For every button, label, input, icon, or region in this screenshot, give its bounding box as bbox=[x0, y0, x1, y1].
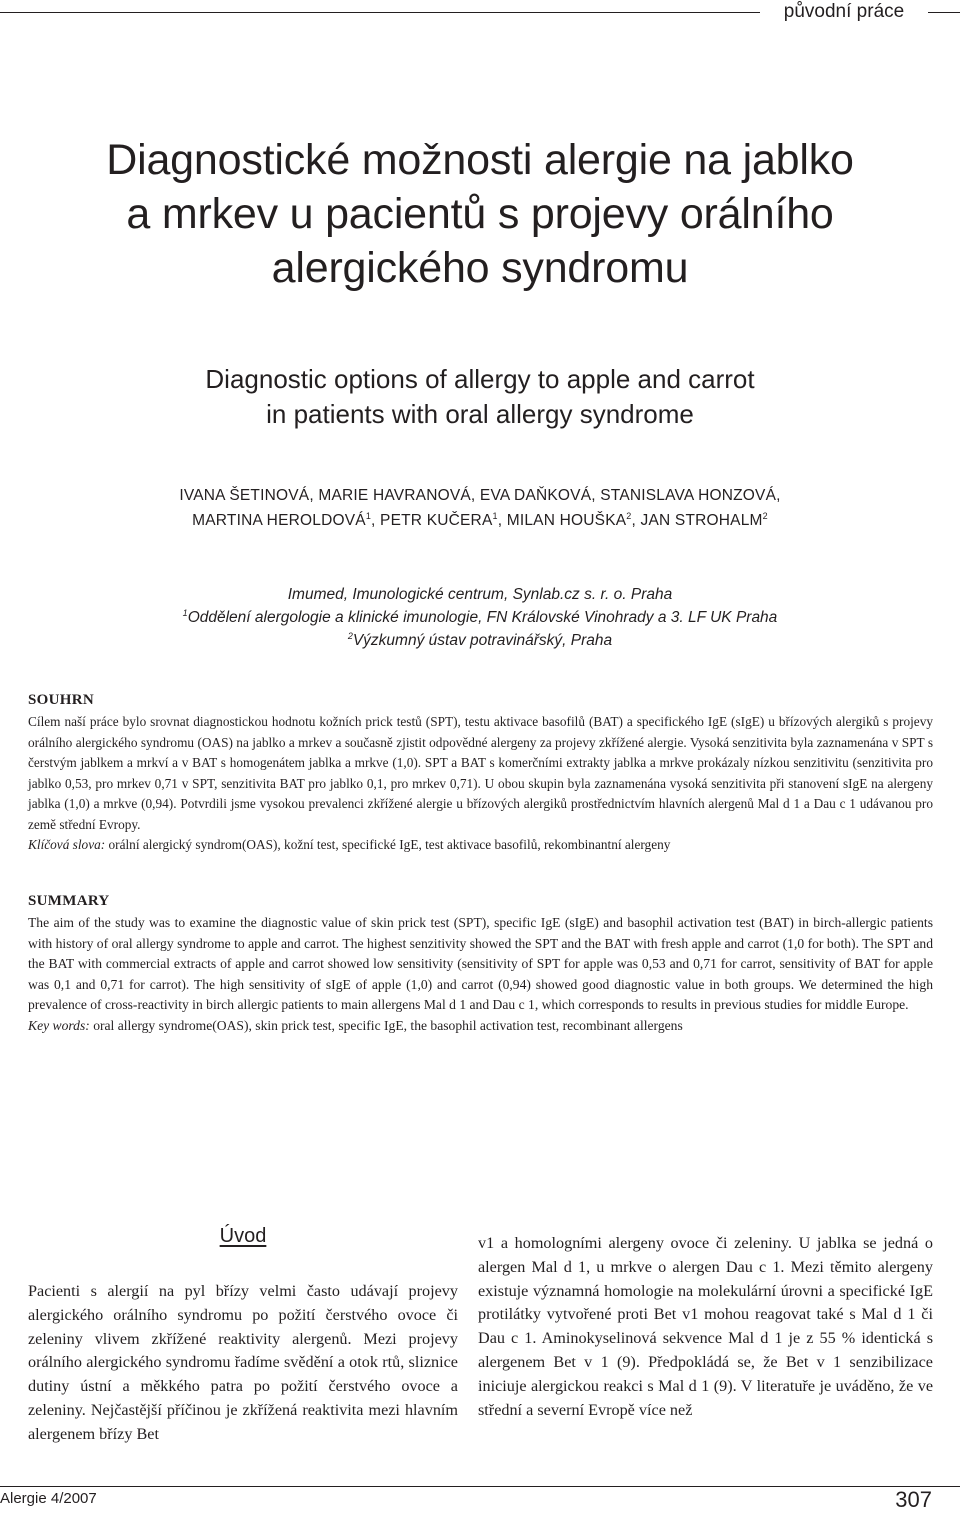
author-list bbox=[20, 483, 940, 533]
affiliation-1 bbox=[20, 606, 940, 629]
article-title-english bbox=[20, 362, 940, 432]
affiliation-mark: 2 bbox=[347, 630, 353, 641]
header-rule-left bbox=[0, 12, 760, 13]
author-name: MARTINA HEROLDOVÁ bbox=[192, 512, 366, 529]
author-separator: , bbox=[371, 512, 381, 529]
abstract-heading: SOUHRN bbox=[28, 692, 94, 708]
author-affiliation-mark: 1 bbox=[365, 510, 372, 521]
affiliation-mark: 1 bbox=[182, 607, 188, 618]
header-rule-right bbox=[928, 12, 960, 13]
body-column-right bbox=[478, 1232, 933, 1422]
footer-rule bbox=[0, 1486, 960, 1487]
page-number: 307 bbox=[895, 1487, 932, 1512]
section-tag: původní práce bbox=[764, 0, 924, 24]
author-name: MILAN HOUŠKA bbox=[506, 512, 627, 529]
author-affiliation-mark: 1 bbox=[492, 510, 498, 521]
author-name: JAN STROHALM bbox=[640, 512, 763, 529]
author-line: IVANA ŠETINOVÁ, MARIE HAVRANOVÁ, EVA DAŇKOVÁ, STANISLAVA HONZOVÁ, bbox=[179, 487, 781, 504]
article-title-czech bbox=[20, 133, 940, 295]
affiliation-text: Oddělení alergologie a klinické imunologie, FN Královské Vinohrady a 3. LF UK Praha bbox=[187, 609, 778, 626]
keywords-text: oral allergy syndrome(OAS), skin prick test, specific IgE, the basophil activation test, recombinant allergens bbox=[89, 1017, 683, 1033]
keywords-line bbox=[28, 1016, 933, 1037]
affiliation-2 bbox=[20, 629, 940, 652]
body-column-left bbox=[28, 1280, 458, 1447]
journal-issue: Alergie 4/2007 bbox=[0, 1490, 97, 1507]
keywords-label: Key words: bbox=[28, 1017, 90, 1033]
author-line bbox=[20, 508, 940, 533]
title-line: Diagnostic options of allergy to apple and carrot bbox=[205, 364, 755, 394]
keywords-label: Klíčová slova: bbox=[28, 837, 106, 852]
affiliation-text: Výzkumný ústav potravinářský, Praha bbox=[352, 632, 613, 649]
author-affiliation-mark: 2 bbox=[762, 510, 768, 521]
author-affiliation-mark: 2 bbox=[626, 510, 632, 521]
section-heading-introduction bbox=[28, 1222, 458, 1250]
abstract-text: The aim of the study was to examine the diagnostic value of skin prick test (SPT), specific IgE (sIgE) and basophil activation test (BAT) in birch-allergic patients with history of oral allergy syndrome to apple and carrot. The highest senzitivity showed the SPT and the BAT with fresh apple and carrot (1,0 for both). The SPT and the BAT with commercial extracts of apple and carrot showed low sensitivity (sensitivity of SPT for apple was 0,53 and 0,71 for carrot, sensitivity of BAT for apple was 0,1 and 0,71 for carrot). The high sensitivity of sIgE of apple (1,0) and carrot (0,94) showed good diagnostic value in both groups. We determined the high prevalence of cross-reactivity in birch allergic patients to main allergens Mal d 1 and Dau c 1, which corresponds to results in previous studies for middle Europe. bbox=[28, 915, 933, 1012]
body-paragraph: Pacienti s alergií na pyl břízy velmi často udávají projevy alergického orálního syndromu po požití čerstvého ovoce či zeleniny vlivem zkřížené reaktivity alergenů. Mezi projevy orálního alergického syndromu řadíme svědění a otok rtů, sliznice dutiny ústní a měkkého patra po požití čerstvého ovoce a zeleniny. Nejčastější příčinou je zkřížená reaktivita mezi hlavním alergenem břízy Bet bbox=[28, 1282, 458, 1443]
title-line: Diagnostické možnosti alergie na jablko bbox=[106, 136, 854, 184]
author-separator: , bbox=[497, 512, 507, 529]
abstract-english bbox=[28, 890, 933, 1036]
abstract-czech bbox=[28, 689, 933, 856]
author-separator: , bbox=[631, 512, 641, 529]
title-line: in patients with oral allergy syndrome bbox=[266, 399, 694, 429]
affiliation-main: Imumed, Imunologické centrum, Synlab.cz s. r. o. Praha bbox=[287, 586, 673, 603]
abstract-heading: SUMMARY bbox=[28, 893, 110, 909]
title-line: alergického syndromu bbox=[271, 244, 689, 292]
author-name: PETR KUČERA bbox=[380, 512, 493, 529]
title-line: a mrkev u pacientů s projevy orálního bbox=[126, 190, 834, 238]
keywords-text: orální alergický syndrom(OAS), kožní test, specifické IgE, test aktivace basofilů, rekombinantní alergeny bbox=[105, 837, 671, 852]
affiliations bbox=[20, 583, 940, 652]
section-heading-text: Úvod bbox=[219, 1225, 267, 1247]
abstract-text: Cílem naší práce bylo srovnat diagnostickou hodnotu kožních prick testů (SPT), testu aktivace basofilů (BAT) a specifického IgE (sIgE) u břízových alergiků s projevy orálního alergického syndromu (OAS) na jablko a mrkev a současně zjistit odpovědné alergeny za projevy zkřížené alergie. Vysoká senzitivita byla zaznamenána v SPT s čerstvým jablkem a mrkví a v BAT s homogenátem jablka a mrkve (1,0). SPT a BAT s komerčními extrakty jablka a mrkve prokázaly nízkou senzitivitu (senzitivita pro jablko 0,53, pro mrkev 0,71 v SPT, senzitivita BAT pro jablko 0,1, pro mrkev 0,71). U obou skupin byla zaznamenána vysoká senzitivita při stanovení sIgE na alergeny jablka (1,0) a mrkve (0,94). Potvrdili jsme vysokou prevalenci zkřížené alergie u břízových alergiků prostřednictvím hlavních alergenů Mal d 1 a Dau c 1 udávanou pro země střední Evropy. bbox=[28, 714, 933, 832]
body-paragraph: v1 a homologními alergeny ovoce či zeleniny. U jablka se jedná o alergen Mal d 1, u mrkve o alergen Dau c 1. Mezi těmito alergeny existuje významná homologie na molekulární úrovni a specifické IgE protilátky vytvořené proti Bet v1 mohou reagovat také s Mal d 1 či Dau c 1. Aminokyselinová sekvence Mal d 1 je z 55 % identická s alergenem Bet v 1 (9). Předpokládá se, že Bet v 1 senzibilizace iniciuje alergickou reakci s Mal d 1 (9). V literatuře je uváděno, že ve střední a severní Evropě více než bbox=[478, 1234, 933, 1419]
keywords-line bbox=[28, 835, 933, 856]
